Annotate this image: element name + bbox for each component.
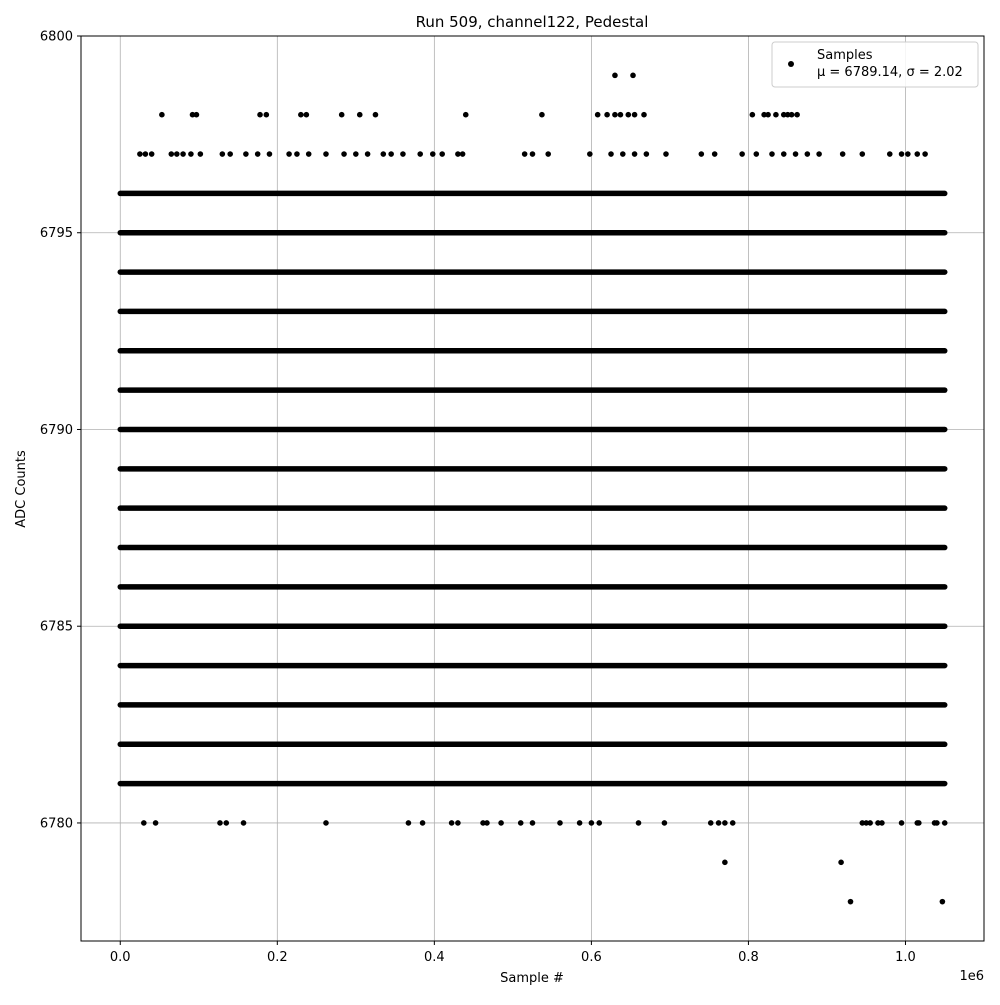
sample-point — [781, 151, 787, 157]
sample-point — [887, 151, 893, 157]
sample-point — [545, 151, 551, 157]
sample-point — [905, 151, 911, 157]
sample-point — [625, 112, 631, 118]
sample-point — [914, 151, 920, 157]
y-tick-label: 6785 — [39, 619, 73, 635]
y-tick-label: 6795 — [39, 226, 73, 242]
sample-point — [143, 151, 149, 157]
sample-point — [323, 820, 329, 826]
legend-label: Samples — [817, 48, 873, 63]
sample-point — [484, 820, 490, 826]
y-tick-label: 6800 — [39, 29, 73, 45]
sample-point — [365, 151, 371, 157]
sample-point — [522, 151, 528, 157]
sample-point — [595, 112, 601, 118]
sample-point — [604, 112, 610, 118]
sample-point — [294, 151, 300, 157]
sample-point — [899, 151, 905, 157]
sample-point — [530, 820, 536, 826]
sample-point — [498, 820, 504, 826]
x-tick-label: 1.0 — [895, 950, 916, 965]
sample-point — [406, 820, 412, 826]
sample-point — [641, 112, 647, 118]
y-tick-label: 6780 — [39, 816, 73, 832]
sample-point — [449, 820, 455, 826]
sample-point — [149, 151, 155, 157]
x-tick-label: 0.4 — [424, 950, 445, 965]
sample-point — [169, 151, 175, 157]
sample-point — [739, 151, 745, 157]
sample-point — [608, 151, 614, 157]
sample-point — [223, 820, 229, 826]
sample-point — [934, 820, 940, 826]
sample-point — [662, 820, 668, 826]
sample-point — [789, 112, 795, 118]
sample-point — [267, 151, 273, 157]
sample-point — [916, 820, 922, 826]
sample-point — [194, 112, 200, 118]
sample-point — [518, 820, 524, 826]
sample-point — [644, 151, 650, 157]
sample-point — [620, 151, 626, 157]
sample-point — [539, 112, 545, 118]
sample-point — [255, 151, 261, 157]
legend-marker — [788, 61, 794, 67]
sample-point — [339, 112, 345, 118]
sample-point — [298, 112, 304, 118]
sample-point — [722, 860, 728, 866]
sample-point — [750, 112, 756, 118]
sample-point — [922, 151, 928, 157]
x-tick-label: 0.0 — [109, 950, 131, 965]
sample-point — [577, 820, 583, 826]
legend-stats: μ = 6789.14, σ = 2.02 — [817, 65, 963, 80]
sample-point — [942, 820, 948, 826]
sample-point — [589, 820, 595, 826]
sample-point — [417, 151, 423, 157]
sample-point — [879, 820, 885, 826]
sample-point — [220, 151, 226, 157]
sample-point — [420, 820, 426, 826]
sample-point — [257, 112, 263, 118]
sample-point — [940, 899, 946, 905]
sample-point — [712, 151, 718, 157]
sample-point — [353, 151, 359, 157]
sample-point — [794, 112, 800, 118]
sample-point — [455, 820, 461, 826]
chart-title: Run 509, channel122, Pedestal — [415, 13, 649, 31]
sample-point — [699, 151, 705, 157]
x-axis-label: Sample # — [500, 971, 564, 986]
sample-point — [632, 112, 638, 118]
y-tick-label: 6790 — [39, 422, 73, 438]
sample-point — [241, 820, 247, 826]
x-axis-offset-label: 1e6 — [959, 969, 984, 984]
sample-point — [769, 151, 775, 157]
sample-point — [557, 820, 563, 826]
sample-point — [463, 112, 469, 118]
sample-point — [867, 820, 873, 826]
sample-point — [137, 151, 143, 157]
sample-point — [198, 151, 204, 157]
sample-point — [663, 151, 669, 157]
sample-point — [141, 820, 147, 826]
sample-point — [460, 151, 466, 157]
sample-point — [323, 151, 329, 157]
sample-point — [730, 820, 736, 826]
sample-point — [400, 151, 406, 157]
sample-point — [264, 112, 270, 118]
sample-point — [388, 151, 394, 157]
sample-point — [716, 820, 722, 826]
sample-point — [773, 112, 779, 118]
sample-point — [840, 151, 846, 157]
sample-point — [612, 112, 618, 118]
sample-point — [805, 151, 811, 157]
sample-point — [587, 151, 593, 157]
sample-point — [708, 820, 714, 826]
sample-point — [357, 112, 363, 118]
sample-point — [838, 860, 844, 866]
sample-point — [722, 820, 728, 826]
legend — [772, 42, 978, 87]
sample-point — [859, 151, 865, 157]
sample-point — [373, 112, 379, 118]
y-axis-label: ADC Counts — [14, 450, 29, 528]
sample-point — [636, 820, 642, 826]
sample-point — [439, 151, 445, 157]
sample-point — [286, 151, 292, 157]
sample-point — [188, 151, 194, 157]
sample-point — [180, 151, 186, 157]
sample-point — [381, 151, 387, 157]
sample-point — [306, 151, 312, 157]
sample-point — [848, 899, 854, 905]
sample-point — [243, 151, 249, 157]
sample-point — [341, 151, 347, 157]
x-tick-label: 0.6 — [581, 950, 602, 965]
sample-point — [430, 151, 436, 157]
sample-point — [765, 112, 771, 118]
sample-point — [153, 820, 159, 826]
sample-point — [612, 73, 618, 79]
sample-point — [530, 151, 536, 157]
sample-point — [174, 151, 180, 157]
sample-point — [816, 151, 822, 157]
sample-point — [618, 112, 624, 118]
sample-point — [753, 151, 759, 157]
sample-point — [630, 73, 636, 79]
sample-point — [899, 820, 905, 826]
sample-point — [793, 151, 799, 157]
sample-point — [159, 112, 165, 118]
sample-point — [217, 820, 223, 826]
sample-point — [227, 151, 233, 157]
x-tick-label: 0.2 — [266, 950, 288, 965]
sample-point — [632, 151, 638, 157]
sample-point — [596, 820, 602, 826]
sample-point — [304, 112, 310, 118]
x-tick-label: 0.8 — [738, 950, 759, 965]
